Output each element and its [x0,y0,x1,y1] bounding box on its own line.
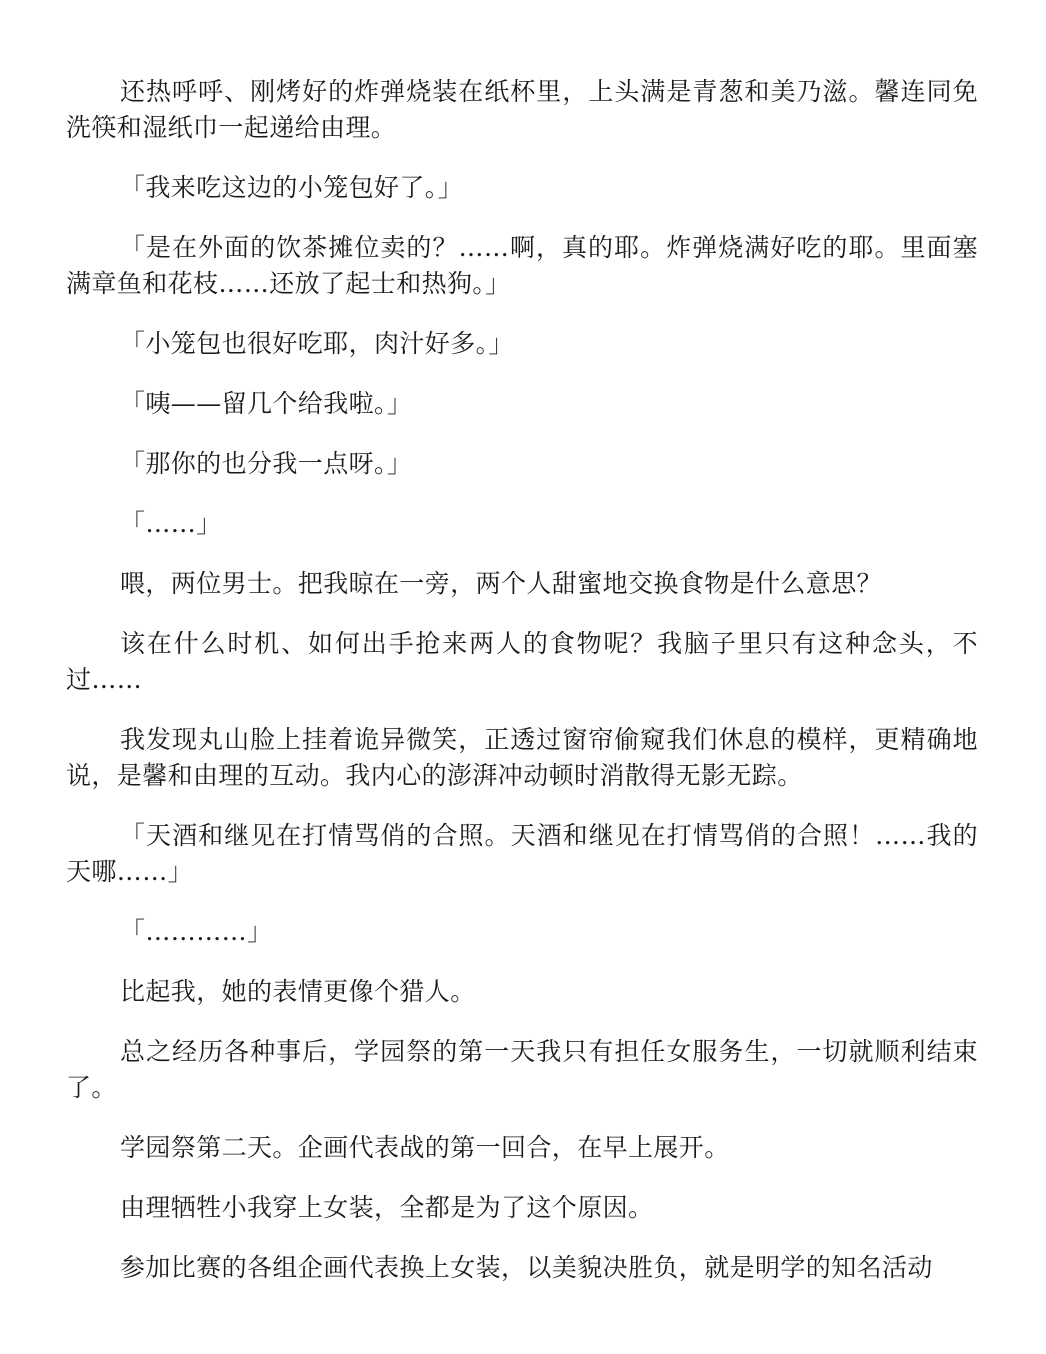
paragraph: 总之经历各种事后，学园祭的第一天我只有担任女服务生，一切就顺利结束了。 [66,1037,978,1102]
paragraph: 「咦——留几个给我啦。」 [120,389,413,418]
paragraph: 「那你的也分我一点呀。」 [120,449,413,478]
paragraph: 还热呼呼、刚烤好的炸弹烧装在纸杯里，上头满是青葱和美乃滋。馨连同免洗筷和湿纸巾一起递给由理。 [66,77,978,142]
paragraph: 比起我，她的表情更像个猎人。 [120,977,476,1006]
paragraph: 「天酒和继见在打情骂俏的合照。天酒和继见在打情骂俏的合照！……我的天哪……」 [66,821,978,886]
paragraph: 喂，两位男士。把我晾在一旁，两个人甜蜜地交换食物是什么意思？ [120,569,883,598]
paragraph: 「小笼包也很好吃耶，肉汁好多。」 [120,329,514,358]
paragraph: 我发现丸山脸上挂着诡异微笑，正透过窗帘偷窥我们休息的模样，更精确地说，是馨和由理的互动。我内心的澎湃冲动顿时消散得无影无踪。 [66,725,978,790]
paragraph: 由理牺牲小我穿上女装，全都是为了这个原因。 [120,1193,654,1222]
paragraph: 参加比赛的各组企画代表换上女装，以美貌决胜负，就是明学的知名活动 [120,1253,933,1282]
paragraph: 该在什么时机、如何出手抢来两人的食物呢？我脑子里只有这种念头，不过…… [66,629,978,694]
paragraph: 「我来吃这边的小笼包好了。」 [120,173,464,202]
document-page [66,74,978,1310]
paragraph: 学园祭第二天。企画代表战的第一回合，在早上展开。 [120,1133,730,1162]
paragraph: 「…………」 [120,917,273,946]
paragraph: 「……」 [120,509,222,538]
paragraph: 「是在外面的饮茶摊位卖的？……啊，真的耶。炸弹烧满好吃的耶。里面塞满章鱼和花枝……还放了起士和热狗。」 [66,233,978,298]
